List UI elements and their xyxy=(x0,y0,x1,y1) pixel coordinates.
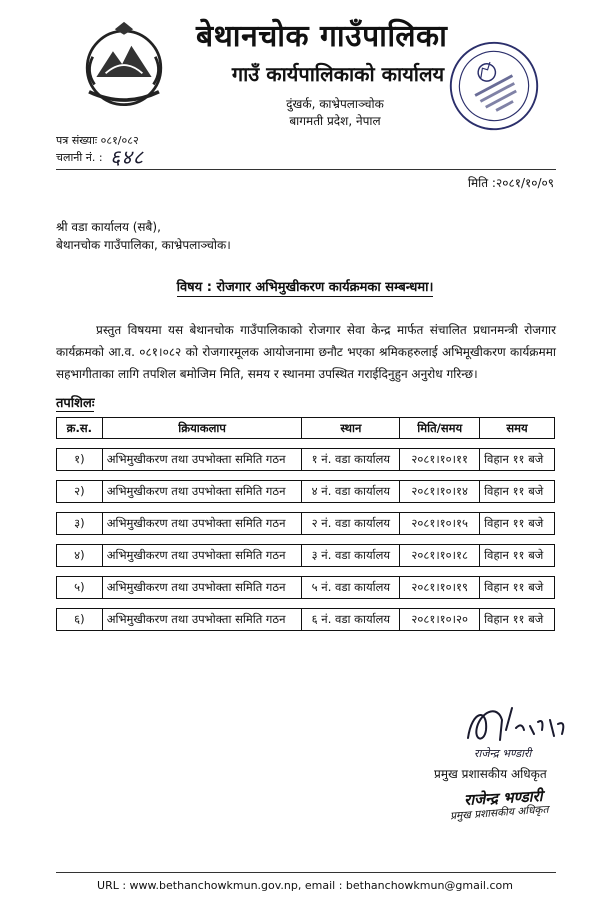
cell-time: विहान ११ बजे xyxy=(480,545,555,567)
municipality-title: बेथानचोक गाउँपालिका xyxy=(196,19,448,54)
subject-text: विषय : रोजगार अभिमुखीकरण कार्यक्रमका सम्बन्धमा। xyxy=(176,280,434,295)
letter-number-value: ०८१/०८२ xyxy=(100,134,139,147)
body-paragraph: प्रस्तुत विषयमा यस बेथानचोक गाउँपालिकाको रोजगार सेवा केन्द्र मार्फत संचालित प्रधानमन्त्री रोजगार कार्यक्रमको आ.व. ०८१।०८२ को रोजगारमूलक आयोजनामा छनौट भएका श्रमिकहरुलाई अभिमूखीकरण कार्यक्रममा सहभागीताका लागि तपशिल बमोजिम मिति, समय र स्थानमा उपस्थित गराईदिनुहुन अनुरोध गरिन्छ। xyxy=(56,323,556,381)
column-header-date: मिति/समय xyxy=(400,418,480,439)
footer-contact: URL : www.bethanchowkmun.gov.np, email : bethanchowkmun@gmail.com xyxy=(97,879,513,892)
signature-scribble-icon xyxy=(458,700,588,750)
column-header-time: समय xyxy=(480,418,555,439)
cell-time: विहान ११ बजे xyxy=(480,609,555,631)
column-header-sn: क्र.स. xyxy=(57,418,103,439)
nepal-government-emblem-icon xyxy=(78,20,170,112)
table-spacer xyxy=(57,503,555,513)
office-round-seal-icon xyxy=(446,38,542,134)
cell-place: २ नं. वडा कार्यालय xyxy=(302,513,400,535)
column-header-activity: क्रियाकलाप xyxy=(102,418,302,439)
letter-date: मिति :२०८१/१०/०९ xyxy=(467,176,554,190)
cell-sn: ५) xyxy=(57,577,103,599)
cell-date: २०८१।१०।१५ xyxy=(400,513,480,535)
cell-date: २०८१।१०।१४ xyxy=(400,481,480,503)
table-row xyxy=(57,449,555,471)
addressee-line-2: बेथानचोक गाउँपालिका, काभ्रेपलाञ्चोक। xyxy=(56,238,231,252)
subject-line xyxy=(0,277,610,295)
cell-activity: अभिमुखीकरण तथा उपभोक्ता समिति गठन xyxy=(102,577,302,599)
column-header-place: स्थान xyxy=(302,418,400,439)
cell-place: ५ नं. वडा कार्यालय xyxy=(302,577,400,599)
cell-date: २०८१।१०।१८ xyxy=(400,545,480,567)
address-line-1: दुंखर्क, काभ्रेपलाञ्चोक xyxy=(286,97,384,111)
dispatch-number-label: चलानी नं. : xyxy=(56,151,103,164)
table-row xyxy=(57,577,555,599)
signatory-designation: प्रमुख प्रशासकीय अधिकृत xyxy=(434,767,547,781)
addressee-line-1: श्री वडा कार्यालय (सबै), xyxy=(56,220,161,234)
cell-time: विहान ११ बजे xyxy=(480,449,555,471)
cell-place: ३ नं. वडा कार्यालय xyxy=(302,545,400,567)
table-spacer xyxy=(57,439,555,449)
cell-sn: ३) xyxy=(57,513,103,535)
cell-place: ४ नं. वडा कार्यालय xyxy=(302,481,400,503)
header-divider xyxy=(56,169,556,170)
cell-activity: अभिमुखीकरण तथा उपभोक्ता समिति गठन xyxy=(102,545,302,567)
cell-date: २०८१।१०।१९ xyxy=(400,577,480,599)
table-spacer xyxy=(57,599,555,609)
dispatch-number xyxy=(56,150,103,165)
cell-activity: अभिमुखीकरण तथा उपभोक्ता समिति गठन xyxy=(102,609,302,631)
table-spacer xyxy=(57,535,555,545)
cell-time: विहान ११ बजे xyxy=(480,481,555,503)
table-spacer xyxy=(57,567,555,577)
cell-date: २०८१।१०।२० xyxy=(400,609,480,631)
cell-place: १ नं. वडा कार्यालय xyxy=(302,449,400,471)
cell-sn: २) xyxy=(57,481,103,503)
table-row xyxy=(57,513,555,535)
schedule-heading: तपशिलः xyxy=(56,393,94,412)
letter-number-label: पत्र संख्याः xyxy=(56,134,98,147)
cell-place: ६ नं. वडा कार्यालय xyxy=(302,609,400,631)
dispatch-number-handwritten: ६४८ xyxy=(110,145,145,169)
office-subtitle: गाउँ कार्यपालिकाको कार्यालय xyxy=(231,62,445,86)
table-spacer xyxy=(57,471,555,481)
cell-activity: अभिमुखीकरण तथा उपभोक्ता समिति गठन xyxy=(102,449,302,471)
cell-sn: ६) xyxy=(57,609,103,631)
stamp-name: राजेन्द्र भण्डारी xyxy=(463,786,543,810)
table-row xyxy=(57,481,555,503)
cell-sn: १) xyxy=(57,449,103,471)
cell-time: विहान ११ बजे xyxy=(480,513,555,535)
table-row xyxy=(57,545,555,567)
address-line-2: बागमती प्रदेश, नेपाल xyxy=(289,114,381,128)
schedule-table xyxy=(56,417,555,631)
cell-activity: अभिमुखीकरण तथा उपभोक्ता समिति गठन xyxy=(102,481,302,503)
cell-sn: ४) xyxy=(57,545,103,567)
table-row xyxy=(57,609,555,631)
table-header-row xyxy=(57,418,555,439)
cell-date: २०८१।१०।११ xyxy=(400,449,480,471)
cell-time: विहान ११ बजे xyxy=(480,577,555,599)
stamp-designation: प्रमुख प्रशासकीय अधिकृत xyxy=(449,803,549,823)
footer-divider xyxy=(56,872,556,873)
cell-activity: अभिमुखीकरण तथा उपभोक्ता समिति गठन xyxy=(102,513,302,535)
signature-handwritten-name: राजेन्द्र भण्डारी xyxy=(474,747,532,760)
